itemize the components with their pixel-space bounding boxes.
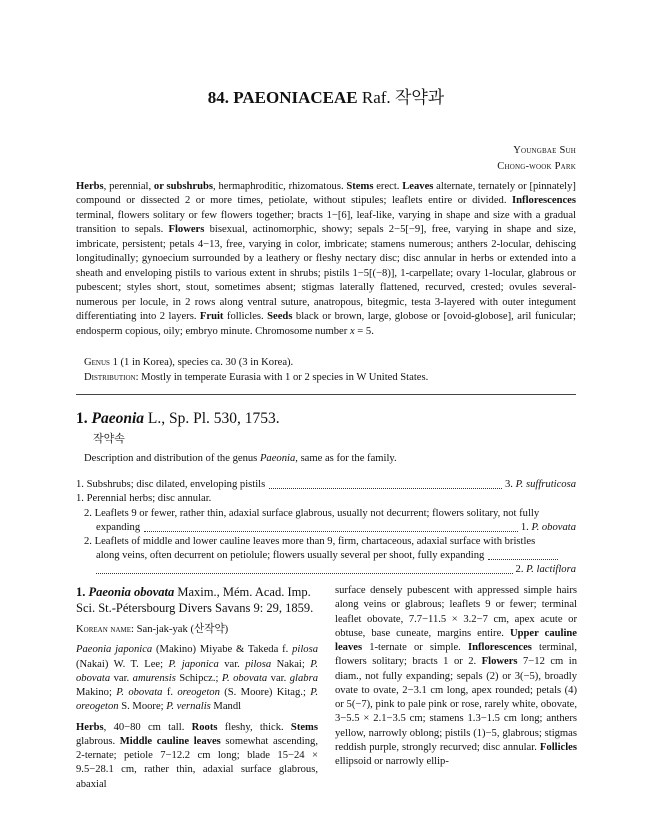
syn: pilosa: [245, 658, 272, 670]
syn: (Makino) Miyabe & Takeda f.: [152, 644, 293, 656]
key-result-species: P. lactiflora: [526, 564, 576, 575]
term: Middle cauline leaves: [119, 735, 221, 747]
syn: (Nakai) W. T. Lee;: [76, 658, 169, 670]
species-description-start: [76, 721, 318, 792]
family-number-name: 84. PAEONIACEAE: [207, 88, 358, 107]
term: Flowers: [168, 224, 205, 236]
term: Seeds: [267, 311, 293, 323]
genus-count-note: [84, 355, 576, 370]
syn: P. japonica: [168, 658, 219, 670]
text-run: terminal, flowers solitary; bracts 1 or 2.: [335, 642, 577, 668]
syn: glabra: [289, 672, 318, 684]
key-text: along veins, often decurrent on petiolule; flowers usually several per shoot, fully expanding: [96, 550, 485, 561]
text-run: alternate, ternately or [pinnately] compound or dissected 2 or more times, petiolate, without stipules; leaflets entire or divided.: [76, 181, 576, 207]
term: Follicles: [539, 741, 577, 753]
syn: amurensis: [132, 672, 176, 684]
syn: Makino;: [76, 687, 117, 698]
syn: S. Moore;: [118, 701, 167, 713]
note-text: 1 (1 in Korea), species ca. 30 (3 in Korea).: [109, 357, 294, 368]
key-continuation: [84, 549, 576, 563]
key-couplet-2a: [84, 507, 576, 535]
key-result-number: 2.: [515, 564, 524, 575]
syn: pilosa: [292, 644, 319, 656]
text-run: Description and distribution of the genus: [84, 453, 260, 464]
genus-korean-name: 작약속: [93, 433, 125, 445]
key-couplet-2b: [84, 535, 576, 577]
family-heading: [0, 87, 652, 109]
text-run: , hermaphroditic, rhizomatous.: [213, 181, 347, 192]
syn: var.: [267, 672, 290, 684]
syn: var.: [110, 672, 133, 684]
syn: P. oreogeton: [76, 687, 318, 713]
term-italic: x: [349, 325, 355, 337]
term: Inflorescences: [467, 642, 532, 653]
species-right-column: [335, 584, 577, 769]
species-left-column: [76, 584, 318, 792]
key-couplet-1a: [76, 478, 576, 492]
genus-number: 1.: [76, 410, 88, 427]
syn: P. vernalis: [166, 701, 211, 713]
text-run: , 40−80 cm tall.: [103, 721, 192, 733]
syn: (S. Moore) Kitag.;: [219, 687, 311, 698]
syn: Schipcz.;: [175, 672, 222, 684]
section-divider: [76, 394, 576, 395]
key-result: [505, 478, 576, 492]
korean-name-value: : San-jak-yak (산작약): [131, 624, 229, 635]
term: Leaves: [402, 181, 434, 192]
text-run: glabrous.: [76, 735, 120, 747]
key-couplet-1b: 1. Perennial herbs; disc annular.: [76, 493, 212, 504]
note-label: Genus: [84, 357, 110, 368]
key-continuation: [84, 521, 576, 535]
korean-name-line: [76, 623, 318, 637]
leader-dots: [488, 558, 558, 560]
key-text: expanding: [96, 522, 141, 533]
species-number: 1.: [76, 585, 86, 599]
key-text: 2. Leaflets 9 or fewer, rather thin, adaxial surface glabrous, usually not decurrent; flowers solitary, not fully: [84, 508, 540, 519]
text-run: 1-ternate or simple.: [362, 642, 468, 653]
syn: f.: [162, 687, 178, 698]
text-run: 7−12 cm in diam., not fully expanding; sepals (2) or 3(−5), broadly ovate to ovate, 2−3.1 cm long, apex rounded; petals (4) or 5(−7), pink to pale pink or rose, rarely white, obovate, 3−5.5 × 2.1−3.5 cm; stamens 1.3−1.5 cm long; anthers yellow, narrowly oblong; pistils (1)−5, glabrous; stigmas reddish purple, strongly recurved; disc annular.: [335, 656, 577, 753]
text-run: follicles.: [223, 311, 268, 323]
term: Roots: [191, 721, 218, 733]
korean-name-label: Korean name: [76, 624, 132, 635]
syn: P. obovata: [76, 658, 319, 684]
text-run: surface densely pubescent with appressed simple hairs along veins or glabrous; leaflets 9 or fewer; terminal leaflet obovate, 7.7−11.5 × 3.2−7 cm, apex acute or obtuse, base cuneate, margins entire.: [335, 585, 577, 639]
family-korean-name: 작약과: [394, 88, 445, 107]
genus-description: [84, 452, 576, 466]
key-result-number: 3.: [504, 479, 513, 490]
genus-citation: L., Sp. Pl. 530, 1753.: [144, 410, 280, 427]
syn: oreogeton: [177, 687, 220, 698]
syn: Paeonia japonica: [76, 644, 153, 656]
text-run: ellipsoid or narrowly ellip-: [335, 756, 449, 767]
term: Stems: [290, 721, 318, 733]
term: Herbs: [76, 721, 104, 733]
family-author: Raf.: [361, 88, 391, 107]
genus-name: Paeonia: [91, 410, 145, 427]
author-name: Chong-wook Park: [497, 161, 576, 172]
genus-name-italic: Paeonia: [259, 453, 296, 464]
text-run: somewhat ascending, 2-ternate; petiole 7−12.2 cm long; blade 15−24 × 9.5−28.1 cm, rather thin, adaxial surface glabrous, abaxial: [76, 735, 318, 790]
text-run: terminal, flowers solitary or few flowers together; bracts 1−[6], leaf-like, varying in shape and size with a gradual transition to sepals.: [76, 209, 576, 236]
term: Stems: [346, 181, 374, 192]
syn: P. obovata: [116, 687, 163, 698]
text-run: black or brown, large, globose or [ovoid-globose], aril funicular; endosperm copious, oily; embryo minute. Chromosome number: [76, 311, 576, 337]
key-continuation: [84, 563, 576, 577]
text-run: , perennial,: [103, 181, 154, 192]
key-result-species: P. obovata: [531, 522, 576, 533]
leader-dots: [96, 572, 513, 574]
note-label: Distribution: [84, 372, 136, 383]
author-list: [497, 143, 576, 175]
syn: Mandl: [210, 701, 242, 713]
author-name: Youngbae Suh: [513, 145, 576, 156]
text-run: bisexual, actinomorphic, showy; sepals 2−5[−9], free, varying in shape and size, imbricate, persistent; petals 4−13, free, varying in color, imbricate; stamens numerous; anthers 2-locular, dehiscing longitudinally; gynoecium surrounded by a leathery or fleshy nectary disc; disc annular in herbs or extended into a sheath and enveloping pistils to various extent in shrubs; pistils 1−5[(−8)], 1-carpellate; ovary 1-locular, glabrous or pubescent; styles short, stout, sometimes absent; stigmas laterally flattened, recurved, crested; ovules several-numerous per locule, in 2 rows along ventral suture, anatropous, bitegmic, testa 3-layered with outer integument differentiating into 2 layers.: [76, 224, 576, 323]
syn: var.: [218, 658, 246, 670]
term: Herbs: [76, 181, 104, 192]
key-result: [521, 521, 576, 535]
text-run: , same as for the family.: [295, 453, 397, 464]
text-run: erect.: [373, 181, 403, 192]
term: Fruit: [199, 311, 224, 323]
term: Flowers: [481, 656, 518, 668]
term: Inflorescences: [512, 195, 576, 207]
key-result: [516, 563, 576, 577]
synonyms: [76, 643, 318, 714]
distribution-note: [84, 370, 576, 385]
text-run: = 5.: [354, 325, 374, 337]
term: Upper cauline leaves: [335, 627, 577, 653]
species-name: Paeonia obovata: [88, 585, 175, 599]
key-result-species: P. suffruticosa: [515, 479, 576, 490]
genus-heading: [76, 409, 280, 429]
key-text: 2. Leaflets of middle and lower cauline leaves more than 9, firm, chartaceous, adaxial surface with bristles: [84, 536, 536, 547]
key-result-number: 1.: [520, 522, 529, 533]
species-citation: Maxim., Mém. Acad. Imp. Sci. St.-Pétersbourg Divers Savans 9: 29, 1859.: [76, 585, 314, 615]
text-run: fleshy, thick.: [217, 721, 291, 733]
syn: P. obovata: [221, 672, 268, 684]
syn: Nakai;: [271, 658, 311, 670]
leader-dots: [144, 530, 518, 532]
term: or subshrubs: [153, 181, 214, 192]
species-heading: [76, 584, 318, 616]
leader-dots: [269, 487, 502, 489]
note-text: : Mostly in temperate Eurasia with 1 or 2 species in W United States.: [135, 372, 429, 383]
family-description: [76, 180, 576, 339]
key-text: 1. Subshrubs; disc dilated, enveloping pistils: [76, 479, 266, 490]
